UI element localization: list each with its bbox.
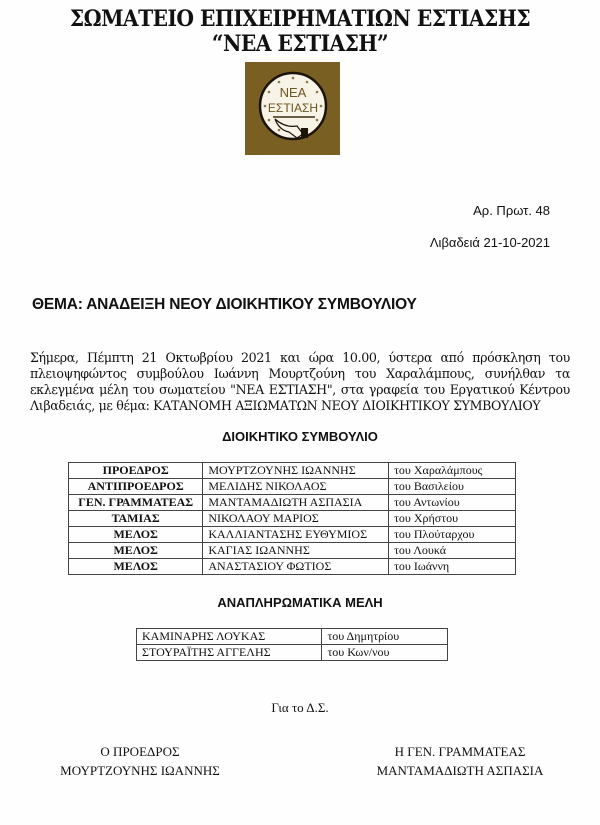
president-name: ΜΟΥΡΤΖΟΥΝΗΣ ΙΩΑΝΝΗΣ: [60, 763, 220, 778]
board-role-cell: ΑΝΤΙΠΡΟΕΔΡΟΣ: [69, 479, 203, 495]
alternate-name-cell: ΚΑΜΙΝΑΡΗΣ ΛΟΥΚΑΣ: [137, 629, 322, 645]
logo-text-line1: ΝΕΑ: [279, 85, 307, 100]
board-name-cell: ΜΕΛΙΔΗΣ ΝΙΚΟΛΑΟΣ: [203, 479, 389, 495]
board-row: [69, 511, 516, 527]
signature-president: [40, 742, 240, 780]
board-role-cell: ΤΑΜΙΑΣ: [69, 511, 203, 527]
board-father-cell: του Χρήστου: [389, 511, 516, 527]
board-father-cell: του Χαραλάμπους: [389, 463, 516, 479]
alternates-heading: ΑΝΑΠΛΗΡΩΜΑΤΙΚΑ ΜΕΛΗ: [217, 595, 383, 610]
board-row: [69, 559, 516, 575]
for-board-label: Για το Δ.Σ.: [271, 700, 329, 715]
board-name-cell: ΜΑΝΤΑΜΑΔΙΩΤΗ ΑΣΠΑΣΙΑ: [203, 495, 389, 511]
board-row: [69, 495, 516, 511]
logo-text-line2: ΕΣΤΙΑΣΗ: [267, 101, 319, 115]
board-row: [69, 479, 516, 495]
alternate-father-cell: του Δημητρίου: [322, 629, 448, 645]
union-name: “ΝΕΑ ΕΣΤΙΑΣΗ”: [211, 31, 389, 57]
board-role-cell: ΜΕΛΟΣ: [69, 559, 203, 575]
alternate-father-cell: του Κων/νου: [322, 645, 448, 661]
body-paragraph: Σήμερα, Πέμπτη 21 Οκτωβρίου 2021 και ώρα 10.00, ύστερα από πρόσκληση του πλειοψηφώντος συμβούλου Ιωάννη Μουρτζούνη του Χαραλάμπους, συνήλθαν τα εκλεγμένα μέλη του σωματείου "ΝΕΑ ΕΣΤΙΑΣΗ", στα γραφεία του Εργατικού Κέντρου Λιβαδειάς, με θέμα: ΚΑΤΑΝΟΜΗ ΑΞΙΩΜΑΤΩΝ ΝΕΟΥ ΔΙΟΙΚΗΤΙΚΟΥ ΣΥΜΒΟΥΛΙΟΥ: [30, 350, 570, 413]
board-role-cell: ΓΕΝ. ΓΡΑΜΜΑΤΕΑΣ: [69, 495, 203, 511]
protocol-number: Αρ. Πρωτ. 48: [473, 203, 550, 218]
alternate-name-cell: ΣΤΟΥΡΑΪΤΗΣ ΑΓΓΕΛΗΣ: [137, 645, 322, 661]
board-role-cell: ΜΕΛΟΣ: [69, 543, 203, 559]
board-row: [69, 543, 516, 559]
board-name-cell: ΜΟΥΡΤΖΟΥΝΗΣ ΙΩΑΝΝΗΣ: [203, 463, 389, 479]
president-title: Ο ΠΡΟΕΔΡΟΣ: [100, 744, 180, 759]
alternate-row: [137, 645, 448, 661]
signature-secretary: [360, 742, 560, 780]
board-role-cell: ΜΕΛΟΣ: [69, 527, 203, 543]
alternate-row: [137, 629, 448, 645]
board-father-cell: του Ιωάννη: [389, 559, 516, 575]
secretary-name: ΜΑΝΤΑΜΑΔΙΩΤΗ ΑΣΠΑΣΙΑ: [376, 763, 544, 778]
board-row: [69, 463, 516, 479]
union-logo: [245, 62, 340, 155]
board-father-cell: του Λουκά: [389, 543, 516, 559]
board-name-cell: ΚΑΓΙΑΣ ΙΩΑΝΝΗΣ: [203, 543, 389, 559]
board-father-cell: του Αντωνίου: [389, 495, 516, 511]
board-heading: ΔΙΟΙΚΗΤΙΚΟ ΣΥΜΒΟΥΛΙΟ: [222, 429, 378, 444]
board-name-cell: ΑΝΑΣΤΑΣΙΟΥ ΦΩΤΙΟΣ: [203, 559, 389, 575]
board-father-cell: του Πλούταρχου: [389, 527, 516, 543]
secretary-title: Η ΓΕΝ. ΓΡΑΜΜΑΤΕΑΣ: [394, 744, 526, 759]
union-title: ΣΩΜΑΤΕΙΟ ΕΠΙΧΕΙΡΗΜΑΤΙΩΝ ΕΣΤΙΑΣΗΣ: [69, 6, 531, 32]
board-row: [69, 527, 516, 543]
place-date: Λιβαδειά 21-10-2021: [429, 235, 550, 250]
board-role-cell: ΠΡΟΕΔΡΟΣ: [69, 463, 203, 479]
board-name-cell: ΚΑΛΛΙΑΝΤΑΣΗΣ ΕΥΘΥΜΙΟΣ: [203, 527, 389, 543]
board-table: [68, 462, 516, 575]
logo-emblem-icon: [245, 62, 340, 155]
board-name-cell: ΝΙΚΟΛΑΟΥ ΜΑΡΙΟΣ: [203, 511, 389, 527]
board-father-cell: του Βασιλείου: [389, 479, 516, 495]
alternates-table: [136, 628, 448, 661]
subject-line: ΘΕΜΑ: ΑΝΑΔΕΙΞΗ ΝΕΟΥ ΔΙΟΙΚΗΤΙΚΟΥ ΣΥΜΒΟΥΛΙΟΥ: [32, 296, 417, 313]
